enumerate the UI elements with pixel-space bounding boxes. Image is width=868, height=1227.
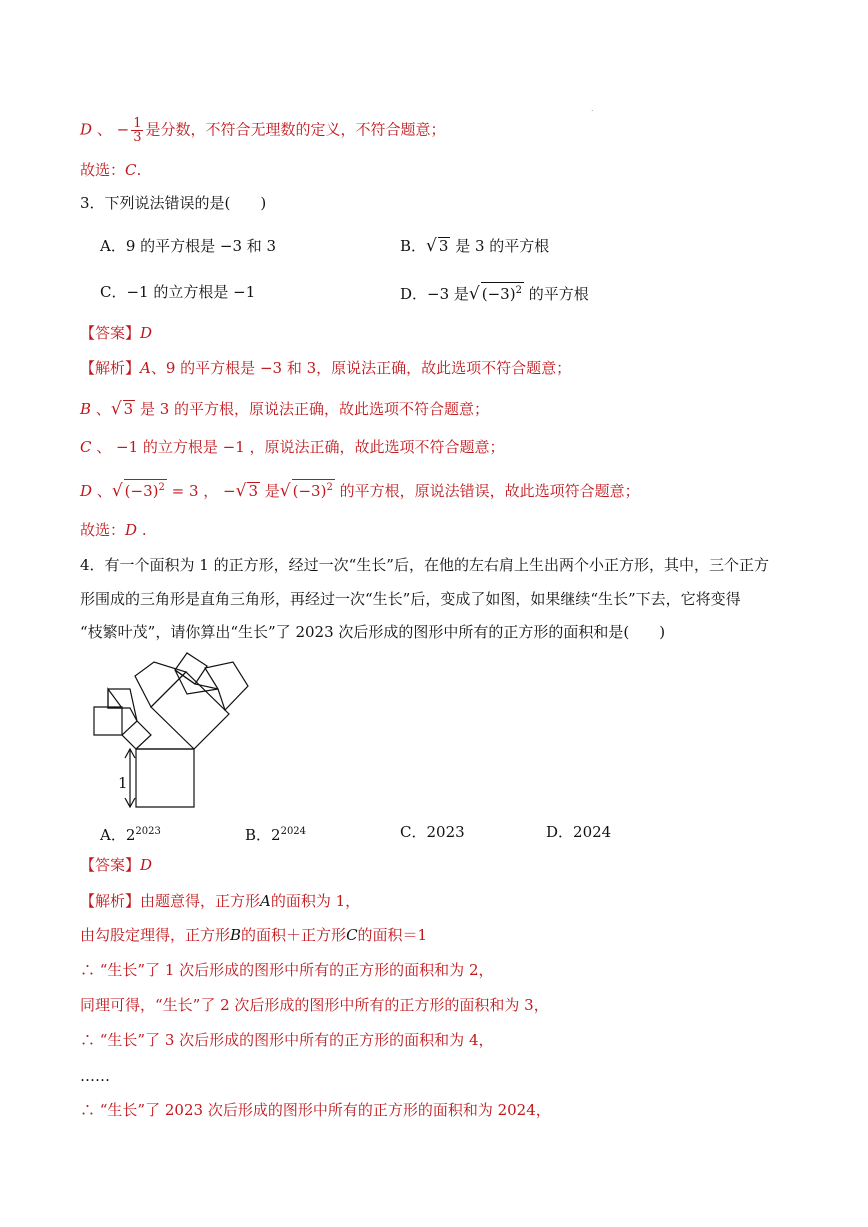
fraction bbox=[131, 117, 143, 144]
radicand bbox=[292, 479, 335, 499]
choose-label: 故选： bbox=[80, 521, 126, 539]
explanation-3-c bbox=[80, 437, 505, 457]
variable: B bbox=[230, 926, 242, 944]
answer-value: D bbox=[140, 324, 153, 342]
radical-sign: √ bbox=[235, 481, 247, 501]
q4-option-b-exponent: 2024 bbox=[280, 826, 307, 837]
explanation-text: 由勾股定理得，正方形 bbox=[80, 926, 231, 944]
choose-end: . bbox=[136, 161, 142, 179]
radical-sign: √ bbox=[111, 481, 123, 501]
explanation-text: 由题意得，正方形 bbox=[140, 892, 261, 910]
explanation-text: 的面积为 1， bbox=[270, 892, 361, 910]
q3-option-a: A．9 的平方根是 −3 和 3 bbox=[100, 237, 277, 255]
q3-option-b-prefix: B． bbox=[400, 237, 427, 255]
left-square bbox=[122, 721, 151, 749]
explanation-text: 的平方根，原说法错误，故此选项符合题意； bbox=[334, 482, 640, 500]
explanation-text: 是 3 的平方根，原说法正确，故此选项不符合题意； bbox=[135, 400, 490, 418]
base-square bbox=[136, 749, 194, 807]
question-4-line-2: 形围成的三角形是直角三角形，再经过一次“生长”后，变成了如图，如果继续“生长”下去，它将变得 bbox=[80, 590, 741, 608]
solution-line-d bbox=[80, 117, 445, 144]
question-4-line-3: “枝繁叶茂”，请你算出“生长”了 2023 次后形成的图形中所有的正方形的面积和是( ) bbox=[80, 623, 666, 641]
explanation-4-line-5: ∴ “生长”了 3 次后形成的图形中所有的正方形的面积和为 4， bbox=[80, 1031, 494, 1049]
explanation-3-d bbox=[80, 479, 640, 501]
option-letter: A bbox=[140, 359, 151, 377]
minus-sign: − bbox=[116, 120, 130, 139]
choose-answer: C bbox=[125, 161, 137, 179]
right-square bbox=[151, 672, 229, 749]
separator: 、 bbox=[96, 120, 112, 139]
q3-option-b-text: 是 3 的平方根 bbox=[450, 237, 550, 255]
choose-line-1 bbox=[80, 160, 141, 180]
fraction-denominator: 3 bbox=[133, 130, 142, 145]
q3-option-d-text: 的平方根 bbox=[523, 285, 589, 303]
separator: 、 bbox=[92, 482, 112, 500]
explanation-text: 、9 的平方根是 −3 和 3，原说法正确，故此选项不符合题意； bbox=[150, 359, 572, 377]
q4-option-b-base: 2 bbox=[271, 826, 281, 844]
explanation-text: 的面积＋正方形 bbox=[241, 926, 347, 944]
radicand-base: (−3) bbox=[481, 285, 516, 303]
choose-end: . bbox=[137, 521, 147, 539]
q4-option-d: D．2024 bbox=[546, 823, 612, 841]
radicand: 3 bbox=[123, 400, 134, 418]
option-letter: D bbox=[80, 482, 93, 500]
radical-sign: √ bbox=[279, 481, 291, 501]
option-letter: D bbox=[80, 120, 93, 139]
option-letter: B bbox=[80, 400, 92, 418]
equation-text: = 3 ， bbox=[166, 482, 219, 500]
radicand-exponent: 2 bbox=[515, 285, 522, 296]
q4-option-b bbox=[245, 822, 306, 845]
right-leaf-square-b bbox=[205, 662, 248, 710]
explanation-4-line-3: ∴ “生长”了 1 次后形成的图形中所有的正方形的面积和为 2， bbox=[80, 961, 494, 979]
left-leaf-square-a bbox=[94, 707, 122, 735]
choose-label: 故选： bbox=[80, 161, 126, 179]
corner-dot: . bbox=[591, 104, 594, 113]
answer-label: 【答案】 bbox=[80, 856, 141, 874]
explanation-label: 【解析】 bbox=[80, 892, 141, 910]
answer-4 bbox=[80, 855, 152, 875]
left-leaf-triangle bbox=[108, 689, 122, 708]
question-4-line-1: 4．有一个面积为 1 的正方形，经过一次“生长”后，在他的左右肩上生出两个小正方形，其中，三个正方 bbox=[80, 556, 769, 574]
explanation-label: 【解析】 bbox=[80, 359, 141, 377]
q4-option-a bbox=[100, 822, 161, 845]
radicand bbox=[124, 479, 167, 499]
q4-option-c: C．2023 bbox=[400, 823, 465, 841]
radical-sign: √ bbox=[110, 399, 122, 419]
pythagoras-tree-figure bbox=[75, 648, 275, 813]
variable: A bbox=[260, 892, 271, 910]
q4-option-a-prefix: A． bbox=[100, 826, 126, 844]
fraction-numerator: 1 bbox=[133, 116, 142, 131]
explanation-3-a bbox=[80, 358, 571, 378]
radicand-base: (−3) bbox=[292, 482, 327, 500]
answer-3 bbox=[80, 323, 152, 343]
q3-option-d-prefix: D．−3 是 bbox=[400, 285, 469, 303]
q4-option-a-base: 2 bbox=[125, 826, 136, 844]
explanation-3-b bbox=[80, 399, 489, 419]
answer-label: 【答案】 bbox=[80, 324, 141, 342]
q4-option-a-exponent: 2023 bbox=[135, 826, 161, 837]
radical-sign: √ bbox=[468, 284, 480, 304]
q3-option-d-radicand bbox=[481, 282, 524, 302]
option-letter: C bbox=[80, 438, 92, 456]
q3-option-c: C．−1 的立方根是 −1 bbox=[100, 283, 256, 301]
explanation-4-ellipsis: …… bbox=[80, 1067, 110, 1085]
explanation-4-line-7: ∴ “生长”了 2023 次后形成的图形中所有的正方形的面积和为 2024， bbox=[80, 1101, 551, 1119]
explanation-4-line-4: 同理可得，“生长”了 2 次后形成的图形中所有的正方形的面积和为 3， bbox=[80, 996, 549, 1014]
separator: 、 bbox=[91, 400, 111, 418]
explanation-4-line-1 bbox=[80, 891, 360, 911]
question-3-stem: 3．下列说法错误的是( ) bbox=[80, 194, 267, 212]
explanation-text: 的面积＝1 bbox=[357, 926, 428, 944]
line-d-text: 是分数，不符合无理数的定义，不符合题意； bbox=[145, 120, 446, 139]
radical-sign: √ bbox=[426, 236, 437, 256]
q4-option-b-prefix: B． bbox=[245, 826, 272, 844]
answer-value: D bbox=[140, 856, 153, 874]
right-leaf-triangle bbox=[135, 662, 186, 707]
choose-answer: D bbox=[125, 521, 138, 539]
figure-side-label: 1 bbox=[118, 774, 128, 792]
choose-line-2 bbox=[80, 520, 147, 540]
explanation-text: 、 −1 的立方根是 −1 ，原说法正确，故此选项不符合题意； bbox=[91, 438, 505, 456]
radicand-exponent: 2 bbox=[158, 482, 165, 493]
minus-sign: − bbox=[218, 482, 236, 500]
radicand-exponent: 2 bbox=[326, 482, 333, 493]
q3-option-d bbox=[400, 282, 589, 304]
radicand-base: (−3) bbox=[124, 482, 159, 500]
connector-text: 是 bbox=[260, 482, 280, 500]
variable: C bbox=[346, 926, 358, 944]
q3-option-b-radicand: 3 bbox=[438, 237, 449, 255]
radicand: 3 bbox=[248, 482, 259, 500]
explanation-4-line-2 bbox=[80, 925, 427, 945]
q3-option-b bbox=[400, 236, 549, 256]
